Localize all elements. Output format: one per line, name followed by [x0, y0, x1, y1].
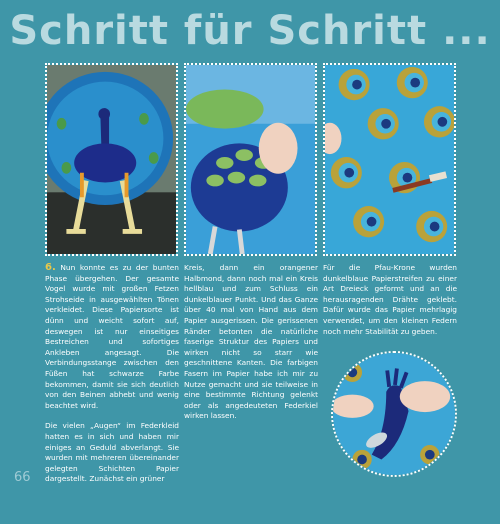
text-column-2	[184, 263, 318, 432]
step-number: 6.	[45, 262, 56, 273]
paragraph: Die vielen „Augen“ im Federkleid hatten es in sich und haben mir einiges an Geduld abverlangt. Sie wurden mit mehreren übereinander gelegten Schichten Papier dargestellt. Zunächst ein grüner	[45, 421, 179, 484]
page-title: Schritt für Schritt ...	[9, 8, 491, 54]
paragraph: Kreis, dann ein orangener Halbmond, dann noch mal ein Kreis hellblau und zum Schluss ein dunkelblauer Punkt. Und das Ganze über 40 mal von Hand aus dem Papier ausgerissen. Die gerissenen Ränder betonten die natürliche faserige Struktur des Papiers und wirken nicht so starr wie geschnittene Kanten. Die farbigen Fasern im Papier habe ich mir zu Nutze gemacht und sie teilweise in eine bestimmte Richtung gelenkt oder als angedeuteten Federkiel wirken lassen.	[184, 263, 318, 421]
peacock-eyes-painting-photo	[323, 63, 456, 256]
page-number: 66	[14, 470, 31, 485]
paragraph	[45, 263, 179, 411]
crown-assembly-photo	[331, 351, 457, 477]
paper-feathers-photo	[184, 63, 317, 256]
text-column-3	[323, 263, 457, 347]
paragraph-text: Nun konnte es zu der bunten Phase übergehen. Der gesamte Vogel wurde mit großen Fetzen Strohseide in ausgewählten Tönen verkleidet. Diese Papiersorte ist dünn und weicht sofort auf, deswegen ist nur einseitiges Bestreichen und sofortiges Ankleben angesagt. Die Verbindungsstange zwischen den Füßen hat schwarze Farbe bekommen, damit sie sich deutlich von den Beinen abhebt und wenig beachtet wird.	[45, 263, 179, 410]
text-column-1	[45, 263, 179, 495]
peacock-body-photo	[45, 63, 178, 256]
paragraph: Für die Pfau-Krone wurden dunkelblaue Papierstreifen zu einer Art Dreieck geformt und an die herausragenden Drähte geklebt. Dafür wurde das Papier mehrlagig verwendet, um den kleinen Federn noch mehr Stabilität zu geben.	[323, 263, 457, 336]
